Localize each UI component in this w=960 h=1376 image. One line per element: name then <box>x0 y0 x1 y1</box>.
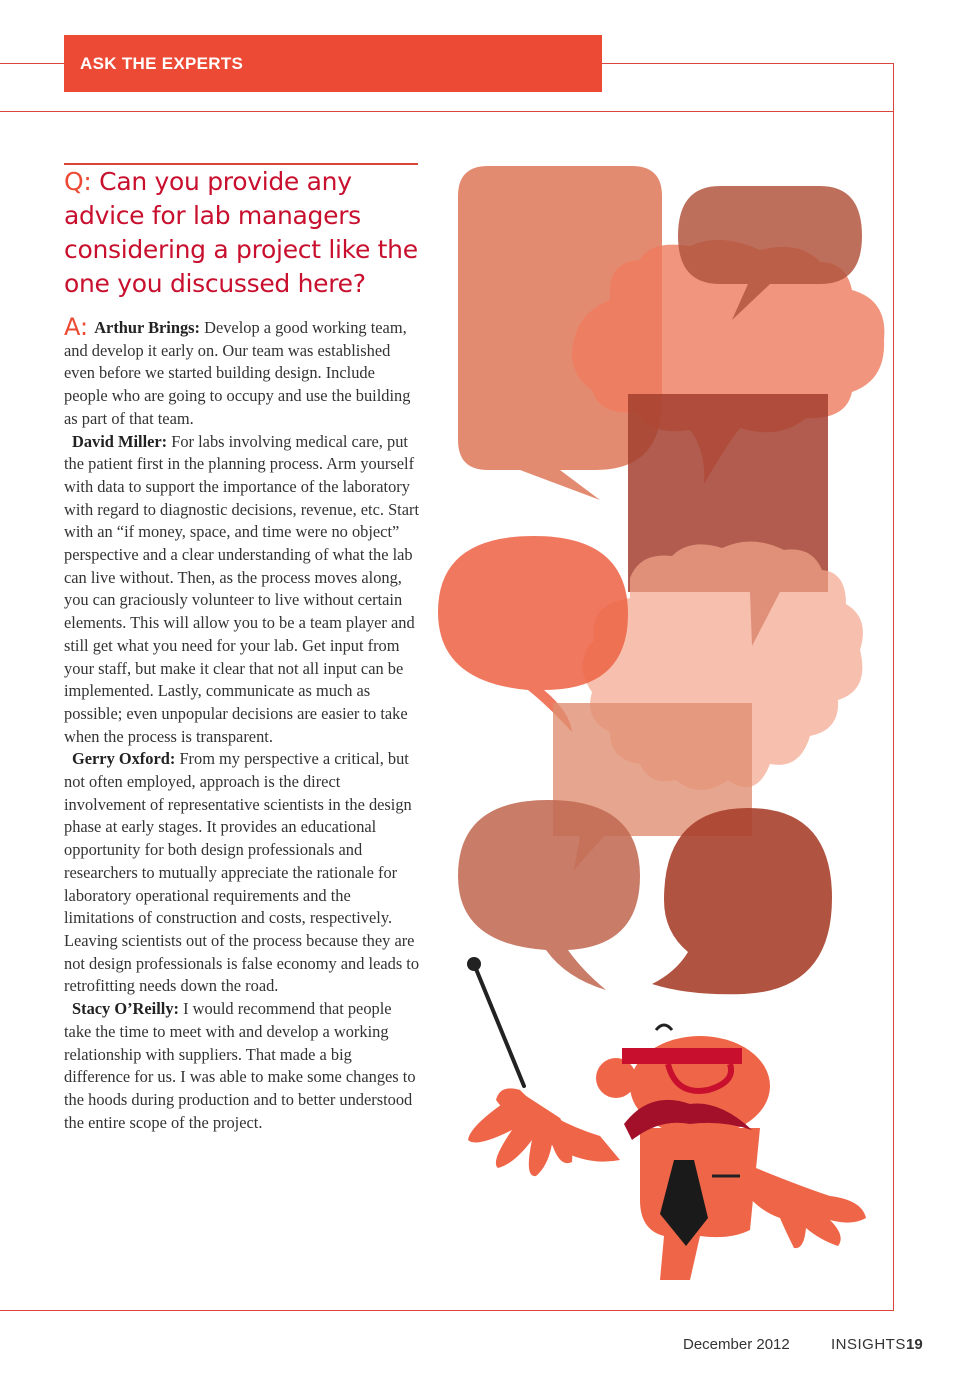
answer-marker: A: <box>64 313 89 341</box>
expert-name: Arthur Brings: <box>94 318 200 337</box>
speech-bubbles-illustration <box>430 150 890 1290</box>
expert-response: Develop a good working team, and develop it early on. Our team was established even before we started building design. Include people who are going to occupy and use the building as part of that team. <box>64 318 411 428</box>
answer-paragraph <box>64 431 420 749</box>
section-banner: ASK THE EXPERTS <box>64 35 602 92</box>
question-text: Can you provide any advice for lab managers considering a project like the one you discussed here? <box>64 167 418 298</box>
question <box>64 165 424 301</box>
frame-right-rule <box>893 63 894 1311</box>
answer-paragraph <box>64 998 420 1134</box>
footer-publication: INSIGHTS <box>831 1336 906 1353</box>
answer-paragraph <box>64 748 420 998</box>
expert-response: From my perspective a critical, but not often employed, approach is the direct involvement of representative scientists in the design phase at early stages. It provides an educational opportunity for both design professionals and researchers to mutually appreciate the rationale for laboratory operational requirements and the limitations of construction and costs, respectively. Leaving scientists out of the process because they are not design professionals is false economy and leads to retrofitting needs down the road. <box>64 749 420 996</box>
expert-response: For labs involving medical care, put the patient first in the planning process. Arm yourself with data to support the importance of the laboratory with regard to diagnostic decisions, revenue, etc. Start with an “if money, space, and time were no object” perspective and a clear understanding of what the lab can live without. Then, as the process moves along, you can graciously volunteer to live without certain elements. This will allow you to be a team player and still get what you need for your lab. Get input from your staff, but make it clear that not all input can be implemented. Lastly, communicate as much as possible; even unpopular decisions are easier to take when the process is transparent. <box>64 431 420 746</box>
question-marker: Q: <box>64 167 92 196</box>
page-number: 19 <box>906 1336 923 1353</box>
professor-character <box>467 957 866 1280</box>
expert-response: I would recommend that people take the time to meet with and develop a working relationship with suppliers. That made a big difference for us. I was able to make some changes to the hoods during production and to better understood the entire scope of the project. <box>64 999 416 1132</box>
expert-name: Stacy O’Reilly: <box>72 999 179 1019</box>
footer-date: December 2012 <box>683 1336 790 1353</box>
expert-name: Gerry Oxford: <box>72 749 176 769</box>
oval-bubble-bottom-left <box>458 800 640 990</box>
expert-name: David Miller: <box>72 431 168 451</box>
frame-second-rule <box>0 111 894 112</box>
answer-paragraph <box>64 313 420 431</box>
answer-body <box>64 313 420 1134</box>
frame-bottom-rule <box>0 1310 894 1311</box>
